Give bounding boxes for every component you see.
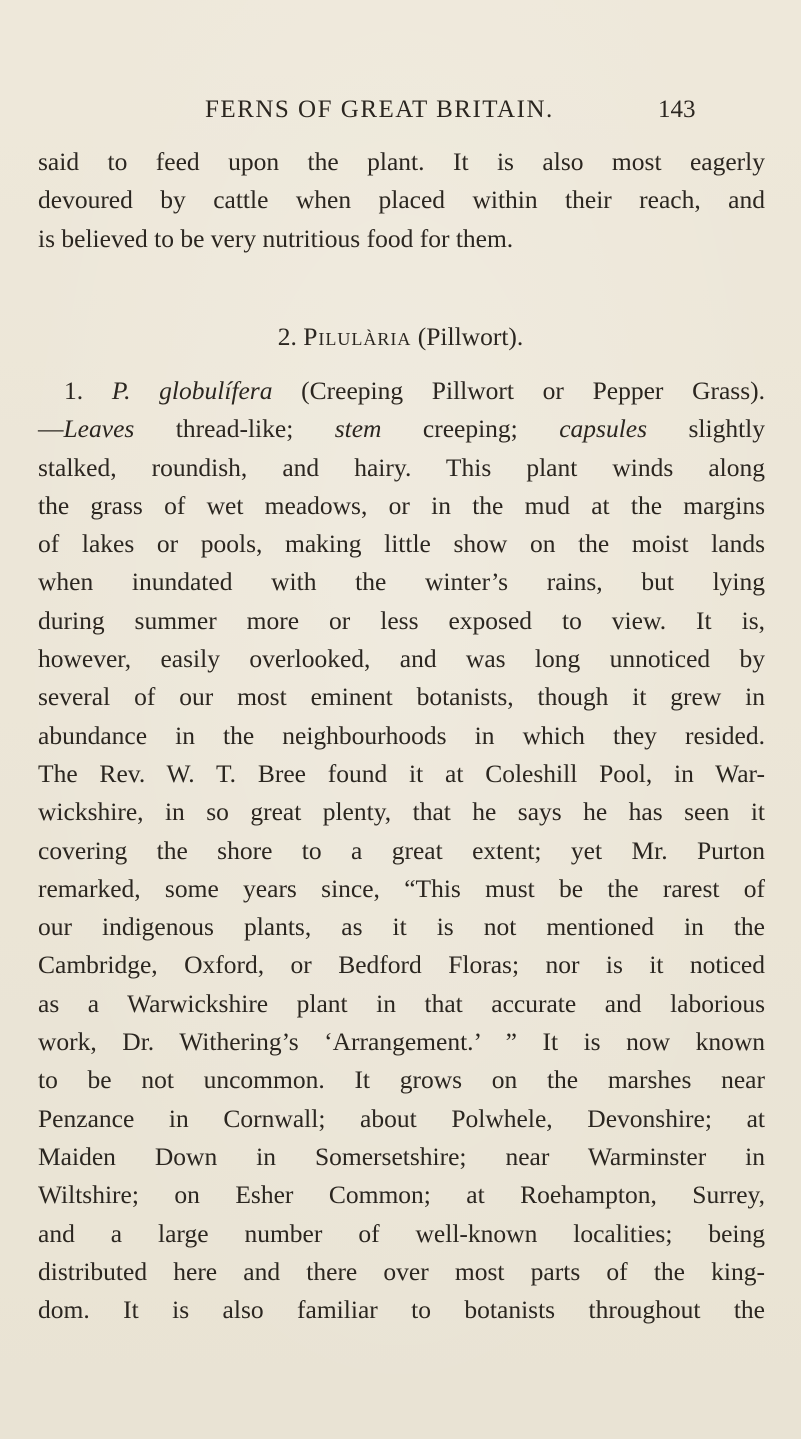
genus-heading	[0, 318, 801, 356]
species-description-line	[38, 410, 765, 448]
stem-label: stem	[334, 414, 382, 444]
text-line: the grass of wet meadows, or in the mud at the margins	[38, 490, 765, 520]
text-line: is believed to be very nutritious food for them.	[38, 223, 514, 253]
text-line: Maiden Down in Somersetshire; near Warminster in	[38, 1141, 765, 1171]
text-line: our indigenous plants, as it is not mentioned in the	[38, 912, 765, 942]
leaves-text: thread-like;	[134, 414, 335, 444]
species-number: 1.	[64, 376, 84, 405]
text-line: several of our most eminent botanists, though it grew in	[38, 682, 765, 712]
capsules-label: capsules	[559, 414, 648, 444]
text-line: abundance in the neighbourhoods in which they resided.	[38, 720, 765, 750]
text-line: Penzance in Cornwall; about Polwhele, Devonshire; at	[38, 1103, 765, 1133]
genus-name: Pilulària	[303, 322, 412, 351]
text-line: Cambridge, Oxford, or Bedford Floras; nor is it noticed	[38, 950, 765, 980]
running-title: FERNS OF GREAT BRITAIN.	[205, 96, 554, 123]
text-line: as a Warwickshire plant in that accurate and laborious	[38, 988, 765, 1018]
species-heading-line	[38, 372, 765, 410]
text-line: remarked, some years since, “This must be the rarest of	[38, 873, 765, 903]
text-line: covering the shore to a great extent; yet Mr. Purton	[38, 835, 765, 865]
text-line: and a large number of well-known localities; being	[38, 1218, 765, 1248]
em-dash: —	[38, 414, 64, 444]
stem-text: creeping;	[381, 414, 560, 444]
text-line: The Rev. W. T. Bree found it at Coleshill Pool, in War-	[38, 758, 765, 788]
continuation-paragraph	[38, 143, 765, 258]
species-binomial: P. globulífera	[111, 376, 273, 405]
species-common-name: (Creeping Pillwort or Pepper Grass).	[301, 376, 766, 405]
text-line: distributed here and there over most parts of the king-	[38, 1256, 765, 1286]
text-line: to be not uncommon. It grows on the marshes near	[38, 1065, 765, 1095]
text-line: Wiltshire; on Esher Common; at Roehampton, Surrey,	[38, 1180, 765, 1210]
text-line: wickshire, in so great plenty, that he says he has seen it	[38, 797, 765, 827]
text-line: devoured by cattle when placed within their reach, and	[38, 185, 765, 215]
text-line: however, easily overlooked, and was long unnoticed by	[38, 644, 765, 674]
text-line: dom. It is also familiar to botanists throughout the	[38, 1295, 765, 1325]
text-line: of lakes or pools, making little show on the moist lands	[38, 529, 765, 559]
text-line: when inundated with the winter’s rains, but lying	[38, 567, 765, 597]
text-line: during summer more or less exposed to view. It is,	[38, 605, 765, 635]
leaves-label: Leaves	[63, 414, 135, 444]
genus-number: 2.	[277, 322, 297, 351]
running-head	[0, 92, 801, 128]
species-paragraph	[38, 372, 765, 1329]
text-line: stalked, roundish, and hairy. This plant winds along	[38, 452, 765, 482]
text-line: said to feed upon the plant. It is also most eagerly	[38, 147, 765, 176]
text-line: work, Dr. Withering’s ‘Arrangement.’ ” It is now known	[38, 1027, 765, 1057]
capsules-text: slightly	[647, 414, 765, 444]
genus-common-name: (Pillwort).	[417, 322, 524, 351]
page-number: 143	[658, 96, 696, 123]
